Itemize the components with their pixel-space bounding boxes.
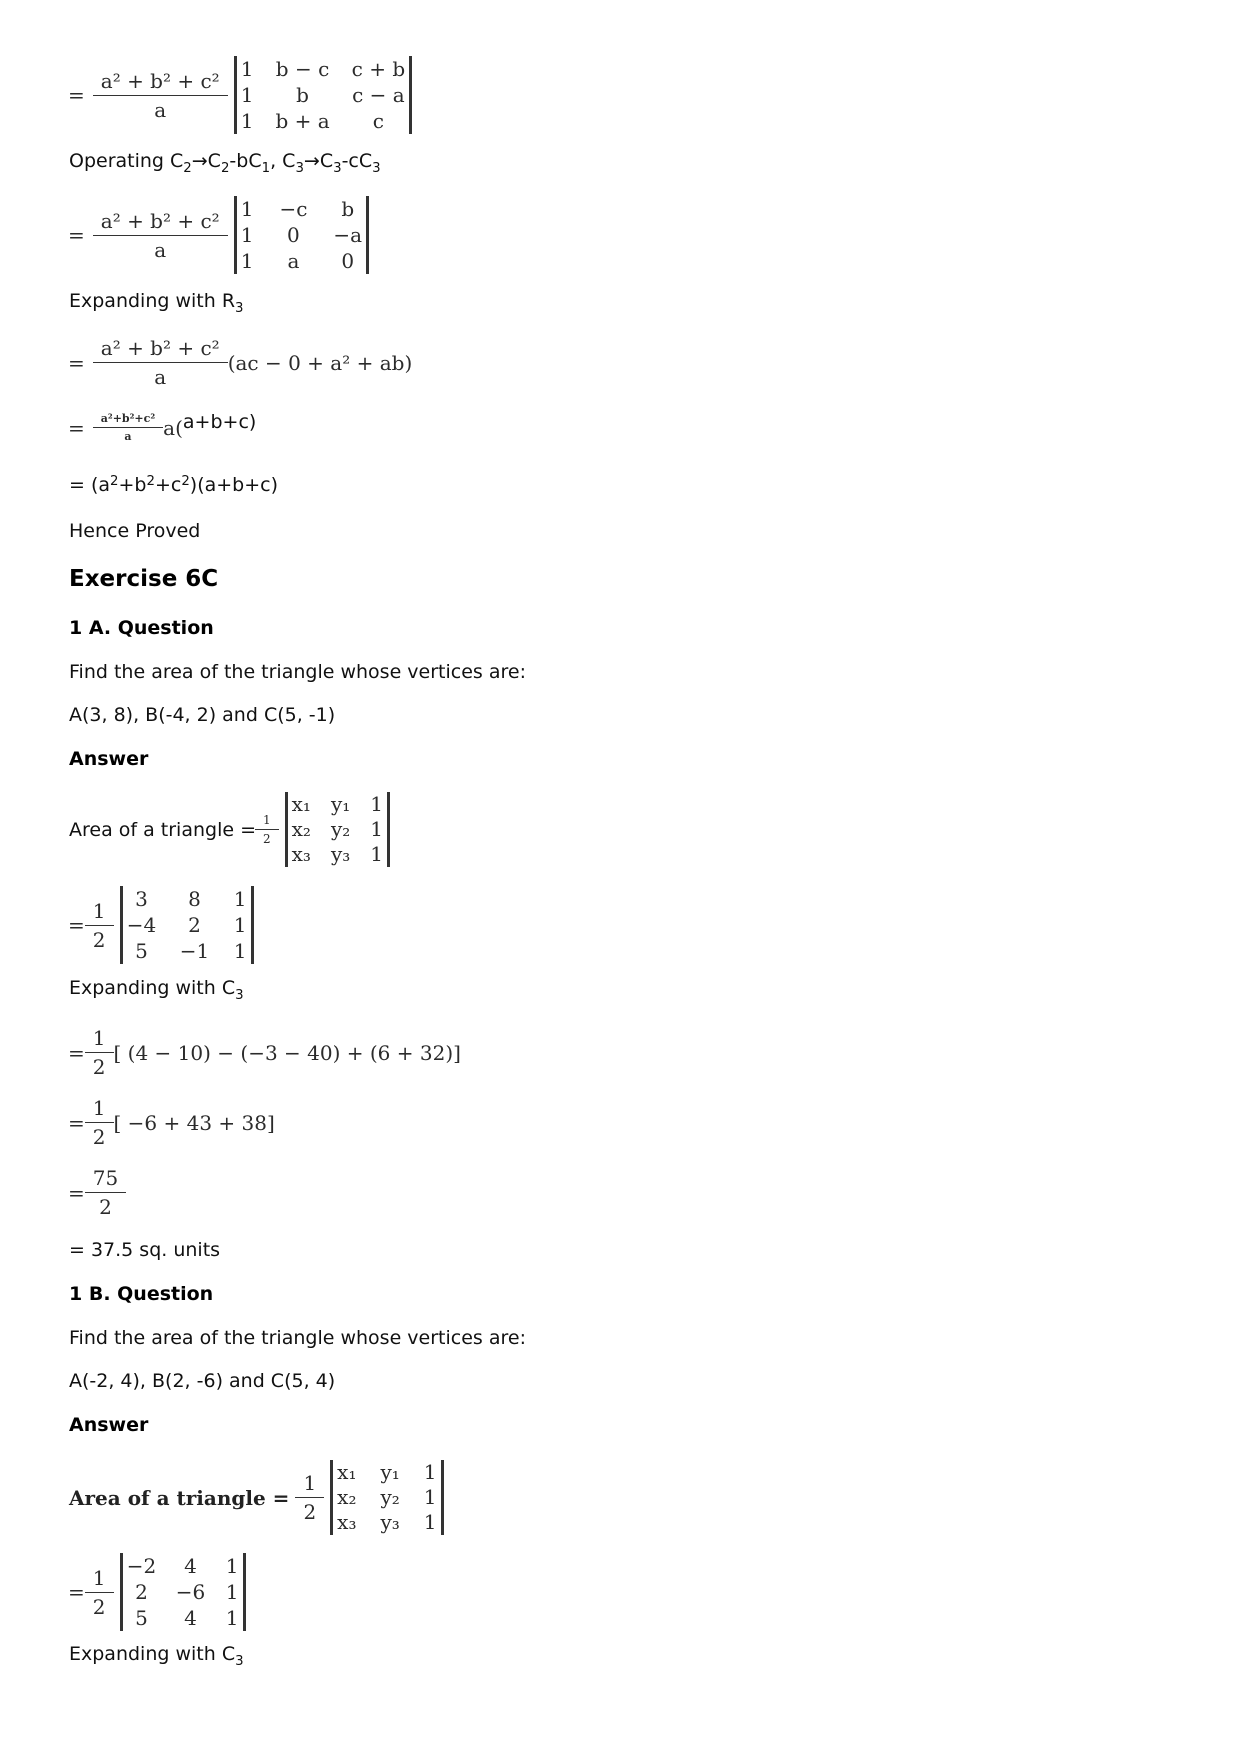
question-1a-formula [69,792,390,867]
matrix-cell: 4 [184,1606,197,1630]
fraction-denominator: 2 [295,1497,324,1524]
matrix-cell: 1 [370,792,384,816]
text-part: -cC [341,150,373,172]
operation-text [69,150,381,176]
fraction-denominator: 2 [255,829,279,846]
expansion-step-2 [68,412,256,443]
matrix-cell: 1 [370,842,384,866]
equals-sign: = [68,913,85,937]
subscript: 1 [261,161,271,176]
matrix-cell: 1 [233,913,247,937]
question-1a-expanding-text [69,977,244,1003]
text-part: Expanding with R [69,290,236,312]
superscript: 2 [110,474,119,489]
equals-sign: = [68,350,85,375]
matrix-cell: x₂ [337,1485,357,1509]
text-part: Operating C [69,150,184,172]
determinant-matrix [330,1460,443,1535]
equals-sign: = [68,1110,85,1135]
question-1a-step-3 [68,1166,126,1219]
matrix-cell: 8 [188,887,201,911]
fraction [299,1471,320,1524]
matrix-cell: 2 [188,913,201,937]
matrix-cell: c [372,109,384,133]
text-part: Expanding with C [69,977,236,999]
subscript: 2 [183,161,192,176]
determinant-equation-2 [68,196,369,274]
text-part: -bC [229,150,262,172]
fraction-numerator: 1 [92,1565,106,1590]
conclusion-text: Hence Proved [69,520,201,542]
equals-sign: = [68,415,85,440]
fraction [97,209,224,262]
question-1a-substituted [68,886,254,964]
matrix-cell: 1 [240,83,254,107]
matrix-cell: 2 [135,1580,148,1604]
fraction-denominator: 2 [85,1122,114,1149]
expanding-r3-text [69,290,244,316]
fraction [89,1026,110,1079]
text-part: →C [303,150,334,172]
matrix-cell: −4 [126,913,157,937]
matrix-cell: 4 [184,1554,197,1578]
fraction [89,1166,122,1219]
subscript: 3 [235,301,244,316]
fraction [97,336,224,389]
equals-sign: = [68,83,85,107]
fraction-numerator: 1 [92,1096,106,1120]
subscript: 3 [295,161,304,176]
question-1b-heading: 1 B. Question [69,1283,214,1305]
matrix-cell: x₁ [291,792,311,816]
matrix-cell: 1 [240,249,254,273]
matrix-cell: b [341,197,355,221]
expression: (ac − 0 + a² + ab) [227,350,413,375]
matrix-cell: y₃ [330,842,351,866]
matrix-cell: 5 [135,1606,148,1630]
subscript: 2 [220,161,230,176]
matrix-cell: 1 [225,1580,239,1604]
matrix-cell: −2 [126,1554,157,1578]
matrix-cell: 0 [341,249,355,273]
expression-serif: a( [163,415,183,440]
fraction-denominator: a [93,95,228,122]
question-1a-heading: 1 A. Question [69,617,214,639]
expression: [ (4 − 10) − (−3 − 40) + (6 + 32)] [113,1040,461,1065]
subscript: 3 [235,988,244,1003]
equals-sign: = [68,1040,85,1065]
matrix-cell: y₂ [330,817,351,841]
text-part: = (a [69,474,111,496]
determinant-matrix [120,1553,246,1631]
formula-label: Area of a triangle = [69,1485,290,1510]
matrix-cell: x₂ [291,817,311,841]
superscript: 2 [181,474,190,489]
matrix-cell: −1 [179,939,210,963]
fraction-numerator: a² + b² + c² [100,208,220,233]
question-1a-answer-label: Answer [69,748,149,770]
fraction-numerator: a²+b²+c² [100,412,156,425]
subscript: 3 [333,161,342,176]
superscript: 2 [146,474,155,489]
text-part: )(a+b+c) [189,474,279,496]
text-part: +c [154,474,182,496]
determinant-matrix [285,792,390,867]
fraction-numerator: 75 [92,1166,119,1190]
matrix-cell: 0 [287,223,300,247]
fraction [259,813,275,846]
matrix-cell: y₁ [380,1460,400,1484]
formula-label: Area of a triangle = [69,818,257,841]
determinant-matrix [120,886,254,964]
matrix-cell: 1 [423,1485,437,1509]
matrix-cell: y₃ [380,1510,400,1534]
fraction-numerator: a² + b² + c² [100,336,220,360]
determinant-matrix [234,56,412,134]
matrix-cell: 1 [240,197,254,221]
text-part: , C [270,150,296,172]
matrix-cell: 1 [225,1554,239,1578]
matrix-cell: a [287,249,300,273]
question-1b-answer-label: Answer [69,1414,149,1436]
matrix-cell: 1 [423,1460,437,1484]
equals-sign: = [68,1580,85,1604]
matrix-cell: 1 [225,1606,239,1630]
matrix-cell: 1 [233,887,247,911]
fraction-denominator: 2 [85,925,114,952]
question-1a-step-2 [68,1096,275,1149]
fraction-numerator: 1 [263,813,271,827]
matrix-cell: 5 [135,939,148,963]
matrix-cell: 1 [240,57,254,81]
determinant-matrix [234,196,369,274]
question-1a-prompt: Find the area of the triangle whose vertices are: [69,661,526,683]
subscript: 3 [235,1654,244,1669]
text-part: +b [118,474,147,496]
expansion-step-3 [69,474,278,496]
matrix-cell: 3 [135,887,148,911]
matrix-cell: b + a [275,109,330,133]
matrix-cell: 1 [423,1510,437,1534]
matrix-cell: c − a [352,83,405,107]
fraction [97,412,159,443]
fraction [89,899,110,952]
fraction-denominator: 2 [85,1592,114,1619]
matrix-cell: 1 [233,939,247,963]
matrix-cell: 1 [240,223,254,247]
text-part: →C [191,150,221,172]
equals-sign: = [68,223,85,247]
matrix-cell: 1 [370,817,384,841]
matrix-cell: b [296,83,309,107]
fraction-numerator: a² + b² + c² [100,68,220,93]
fraction [97,69,224,122]
matrix-cell: x₁ [337,1460,357,1484]
question-1a-vertices: A(3, 8), B(-4, 2) and C(5, -1) [69,704,336,726]
text-part: Expanding with C [69,1643,236,1665]
question-1b-vertices: A(-2, 4), B(2, -6) and C(5, 4) [69,1370,336,1392]
fraction [89,1096,110,1149]
question-1b-substituted [68,1553,246,1631]
question-1a-step-1 [68,1026,461,1079]
equals-sign: = [68,1180,85,1205]
expansion-step-1 [68,336,412,389]
fraction-denominator: a [93,235,228,262]
fraction-denominator: a [93,427,163,443]
fraction [89,1566,110,1619]
fraction-numerator: 1 [303,1471,317,1495]
matrix-cell: 1 [240,109,254,133]
fraction-numerator: 1 [92,898,106,923]
matrix-cell: x₃ [337,1510,357,1534]
matrix-cell: x₃ [291,842,311,866]
question-1b-prompt: Find the area of the triangle whose vertices are: [69,1327,526,1349]
question-1b-expanding-text [69,1643,244,1669]
fraction-numerator: 1 [92,1026,106,1050]
expression: [ −6 + 43 + 38] [113,1110,275,1135]
expression-sans: a+b+c) [182,410,257,433]
matrix-cell: y₁ [330,792,351,816]
subscript: 3 [372,161,381,176]
matrix-cell: c + b [351,57,406,81]
matrix-cell: −6 [175,1580,206,1604]
matrix-cell: −c [279,197,308,221]
exercise-title: Exercise 6C [69,566,219,592]
matrix-cell: −a [333,223,363,247]
fraction-denominator: 2 [85,1052,114,1079]
fraction-denominator: 2 [85,1192,126,1219]
fraction-denominator: a [93,362,228,389]
matrix-cell: y₂ [380,1485,400,1509]
determinant-equation-1 [68,56,412,134]
question-1a-result: = 37.5 sq. units [69,1239,221,1261]
matrix-cell: b − c [275,57,330,81]
question-1b-formula [69,1460,444,1535]
